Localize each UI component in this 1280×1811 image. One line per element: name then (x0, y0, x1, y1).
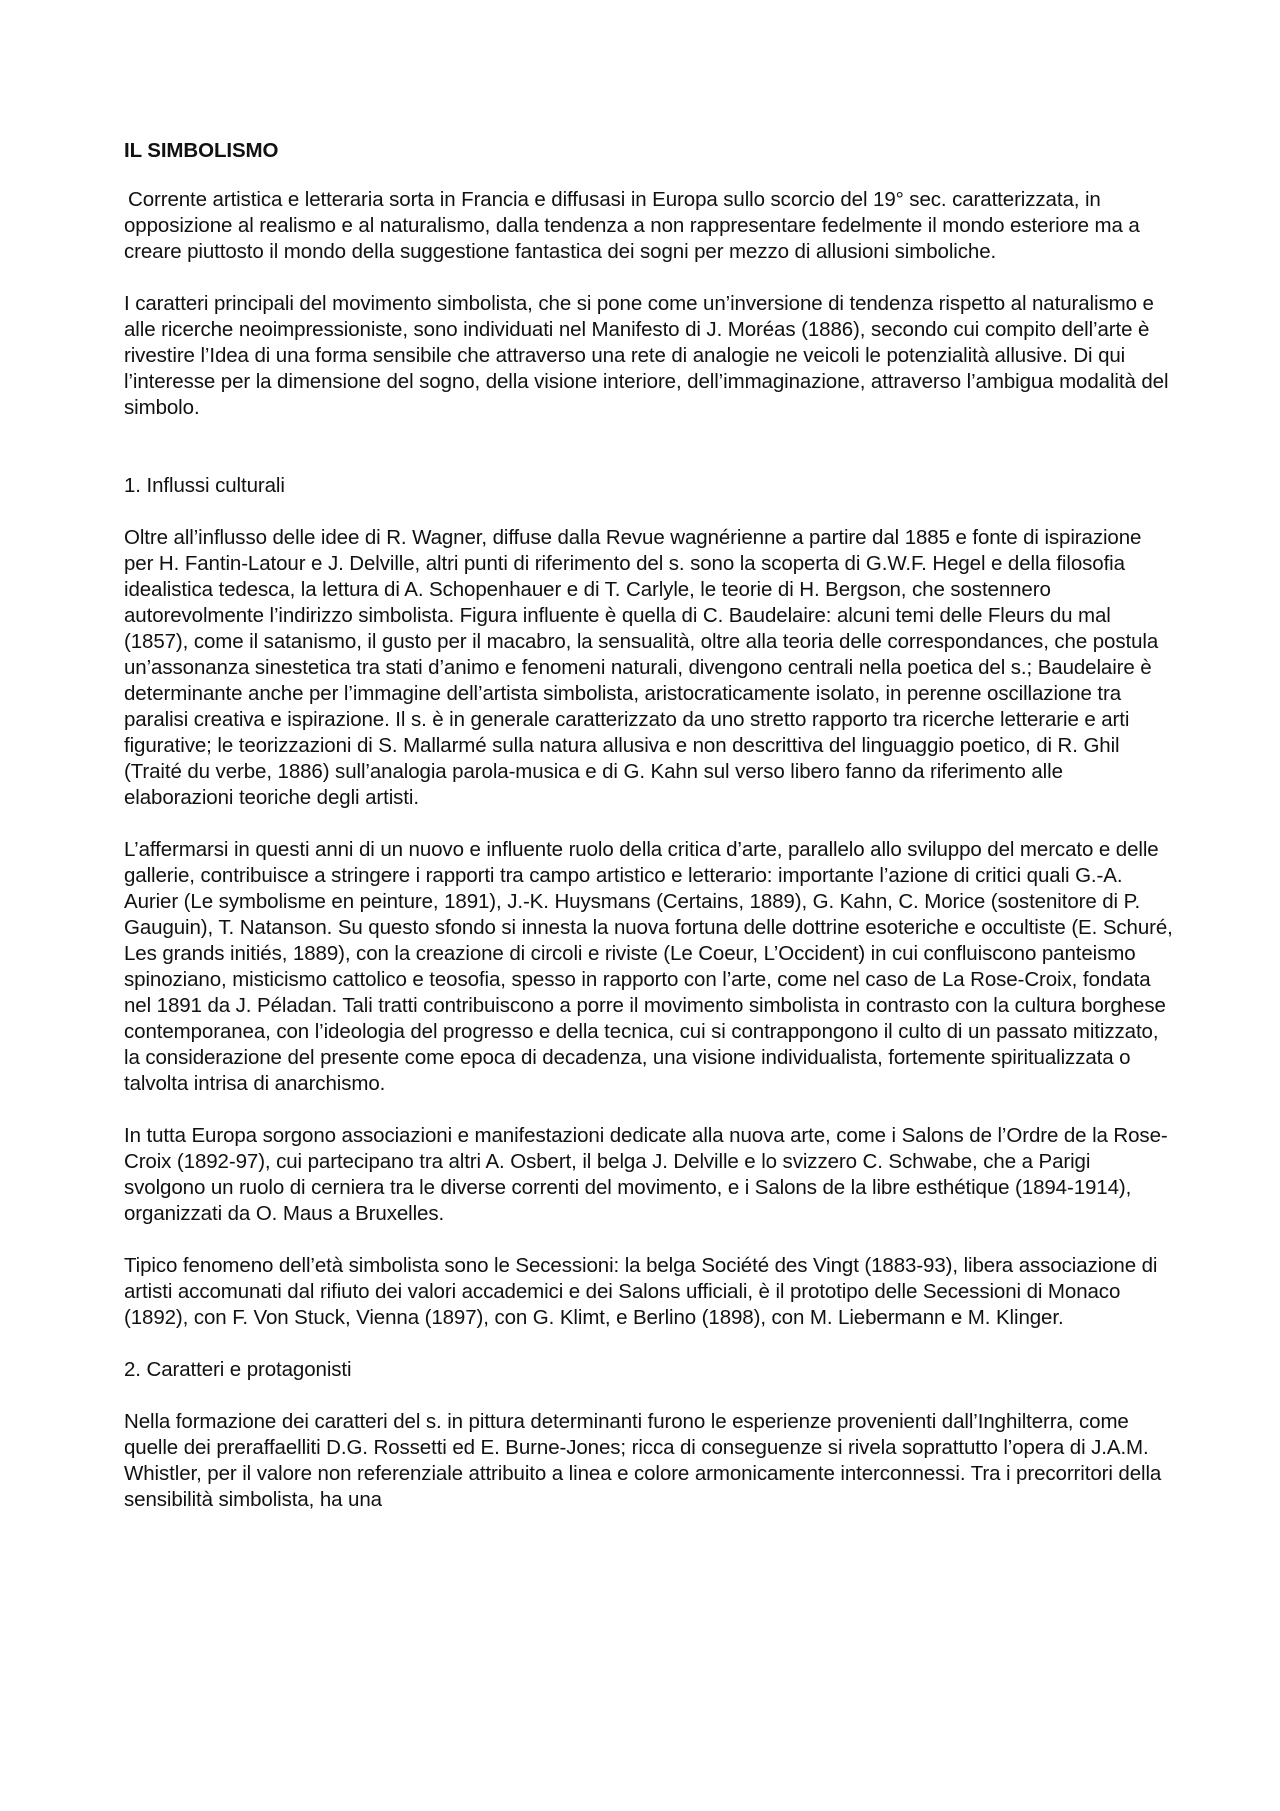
document-title: IL SIMBOLISMO (124, 139, 279, 162)
section2-paragraph-1: Nella formazione dei caratteri del s. in pittura determinanti furono le esperienze provenienti dall’Inghilterra, come quelle dei preraffaelliti D.G. Rossetti ed E. Burne-Jones; ricca di conseguenze si rivela soprattutto l’opera di J.A.M. Whistler, per il valore non referenziale attribuito a linea e colore armonicamente interconnessi. Tra i precorritori della sensibilità simbolista, ha una (124, 1410, 1162, 1511)
section1-paragraph-1: Oltre all’influsso delle idee di R. Wagner, diffuse dalla Revue wagnérienne a partire dal 1885 e fonte di ispirazione per H. Fantin-Latour e J. Delville, altri punti di riferimento del s. sono la scoperta di G.W.F. Hegel e della filosofia idealistica tedesca, la lettura di A. Schopenhauer e di T. Carlyle, le teorie di H. Bergson, che sostennero autorevolmente l’indirizzo simbolista. Figura influente è quella di C. Baudelaire: alcuni temi delle Fleurs du mal (1857), come il satanismo, il gusto per il macabro, la sensualità, oltre alla teoria delle correspondances, che postula un’assonanza sinestetica tra stati d’animo e fenomeni naturali, divengono centrali nella poetica del s.; Baudelaire è determinante anche per l’immagine dell’artista simbolista, aristocraticamente isolato, in perenne oscillazione tra paralisi creativa e ispirazione. Il s. è in generale caratterizzato da uno stretto rapporto tra ricerche letterarie e arti figurative; le teorizzazioni di S. Mallarmé sulla natura allusiva e non descrittiva del linguaggio poetico, di R. Ghil (Traité du verbe, 1886) sull’analogia parola-musica e di G. Kahn sul verso libero fanno da riferimento alle elaborazioni teoriche degli artisti. (124, 526, 1159, 809)
section1-paragraph-3: In tutta Europa sorgono associazioni e manifestazioni dedicate alla nuova arte, come i Salons de l’Ordre de la Rose-Croix (1892-97), cui partecipano tra altri A. Osbert, il belga J. Delville e lo svizzero C. Schwabe, che a Parigi svolgono un ruolo di cerniera tra le diverse correnti del movimento, e i Salons de la libre esthétique (1894-1914), organizzati da O. Maus a Bruxelles. (124, 1124, 1168, 1225)
intro-paragraph-2: I caratteri principali del movimento simbolista, che si pone come un’inversione di tendenza rispetto al naturalismo e alle ricerche neoimpressioniste, sono individuati nel Manifesto di J. Moréas (1886), secondo cui compito dell’arte è rivestire l’Idea di una forma sensibile che attraverso una rete di analogie ne veicoli le potenzialità allusive. Di qui l’interesse per la dimensione del sogno, della visione interiore, dell’immaginazione, attraverso l’ambigua modalità del simbolo. (124, 292, 1169, 419)
section-heading-influssi: 1. Influssi culturali (124, 474, 285, 497)
intro-paragraph-1: Corrente artistica e letteraria sorta in Francia e diffusasi in Europa sullo scorcio del 19° sec. caratterizzata, in opposizione al realismo e al naturalismo, dalla tendenza a non rappresentare fedelmente il mondo esteriore ma a creare piuttosto il mondo della suggestione fantastica dei sogni per mezzo di allusioni simboliche. (124, 188, 1140, 263)
section1-paragraph-4: Tipico fenomeno dell’età simbolista sono le Secessioni: la belga Société des Vingt (1883-93), libera associazione di artisti accomunati dal rifiuto dei valori accademici e dei Salons ufficiali, è il prototipo delle Secessioni di Monaco (1892), con F. Von Stuck, Vienna (1897), con G. Klimt, e Berlino (1898), con M. Liebermann e M. Klinger. (124, 1254, 1158, 1329)
section1-paragraph-2: L’affermarsi in questi anni di un nuovo e influente ruolo della critica d’arte, parallelo allo sviluppo del mercato e delle gallerie, contribuisce a stringere i rapporti tra campo artistico e letterario: importante l’azione di critici quali G.-A. Aurier (Le symbolisme en peinture, 1891), J.-K. Huysmans (Certains, 1889), G. Kahn, C. Morice (sostenitore di P. Gauguin), T. Natanson. Su questo sfondo si innesta la nuova fortuna delle dottrine esoteriche e occultiste (E. Schuré, Les grands initiés, 1889), con la creazione di circoli e riviste (Le Coeur, L’Occident) in cui confluiscono panteismo spinoziano, misticismo cattolico e teosofia, spesso in rapporto con l’arte, come nel caso de La Rose-Croix, fondata nel 1891 da J. Péladan. Tali tratti contribuiscono a porre il movimento simbolista in contrasto con la cultura borghese contemporanea, con l’ideologia del progresso e della tecnica, cui si contrappongono il culto di un passato mitizzato, la considerazione del presente come epoca di decadenza, una visione individualista, fortemente spiritualizzata o talvolta intrisa di anarchismo. (124, 838, 1173, 1095)
document-page (124, 138, 1174, 1539)
section-heading-caratteri: 2. Caratteri e protagonisti (124, 1358, 352, 1381)
